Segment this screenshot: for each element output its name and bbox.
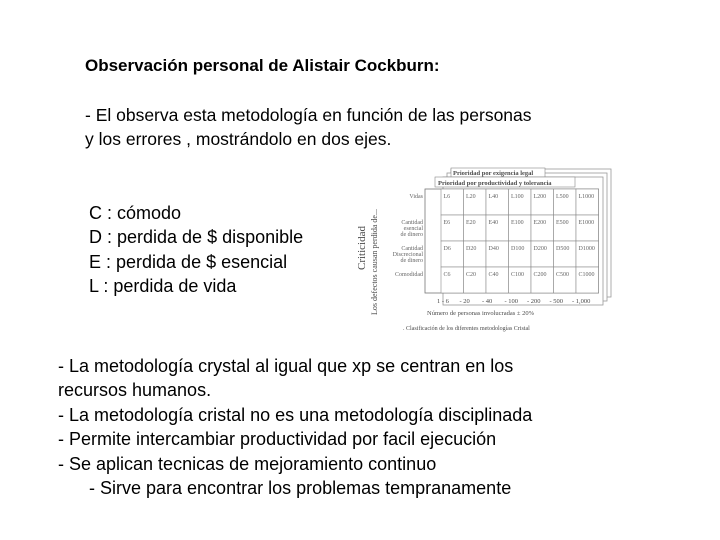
grid-cell	[576, 189, 599, 215]
crystal-grid-svg	[355, 165, 617, 335]
grid-cell	[486, 267, 509, 293]
grid-cell	[464, 267, 487, 293]
grid-cell	[464, 215, 487, 241]
grid-cell-value: E40	[488, 220, 499, 226]
grid-cell	[509, 241, 532, 267]
figure-caption: . Clasificación de los diferentes metodologías Cristal	[403, 326, 530, 332]
grid-cell-value: C1000	[578, 272, 595, 278]
grid-cell	[464, 189, 487, 215]
bullet-item: - Sirve para encontrar los problemas tempranamente	[89, 478, 512, 499]
grid-cell	[531, 241, 554, 267]
grid-cell-value: D500	[556, 246, 570, 252]
intro-line: y los errores , mostrándolo en dos ejes.	[85, 129, 392, 149]
intro-line: - El observa esta metodología en función de las personas	[85, 105, 532, 125]
grid-cell-value: L1000	[578, 194, 595, 200]
grid-cell-value: L6	[443, 194, 451, 200]
grid-cell	[486, 241, 509, 267]
grid-cell	[509, 189, 532, 215]
grid-cell-value: C100	[511, 272, 525, 278]
grid-cell	[531, 267, 554, 293]
grid-cell	[464, 241, 487, 267]
criticality-grid	[393, 189, 599, 293]
grid-cell-value: L40	[488, 194, 499, 200]
grid-cell-value: L200	[533, 194, 547, 200]
x-tick-label: - 1,000	[572, 298, 591, 305]
crystal-classification-figure	[355, 165, 617, 335]
grid-cell	[576, 267, 599, 293]
grid-cell-value: C200	[533, 272, 547, 278]
x-tick-label: 1 - 6	[437, 298, 449, 305]
row-label: Vidas	[409, 194, 423, 200]
grid-cell	[441, 189, 464, 215]
grid-cell	[531, 189, 554, 215]
grid-cell	[576, 215, 599, 241]
grid-cell	[486, 215, 509, 241]
grid-cell-value: C40	[488, 272, 499, 278]
grid-cell	[509, 267, 532, 293]
grid-cell-value: L20	[466, 194, 476, 200]
grid-cell	[509, 215, 532, 241]
grid-cell-value: D20	[466, 246, 477, 252]
grid-cell-value: D6	[443, 246, 451, 252]
legend-item-dinero-esencial: E : perdida de $ esencial	[89, 251, 288, 272]
slide-title: Observación personal de Alistair Cockburn:	[85, 56, 440, 75]
grid-cell	[554, 215, 577, 241]
grid-cell	[554, 241, 577, 267]
grid-cell-value: L100	[511, 194, 524, 200]
grid-cell	[554, 267, 577, 293]
grid-cell	[531, 215, 554, 241]
bullet-item: - La metodología cristal no es una metodología disciplinada	[58, 404, 533, 425]
grid-cell-value: D200	[533, 246, 547, 252]
x-tick-label: - 500	[549, 298, 564, 305]
grid-cell-value: E100	[511, 220, 524, 226]
grid-cell-value: D1000	[578, 246, 595, 252]
x-tick-label: - 40	[482, 298, 493, 305]
y-axis-outer-label: Los defectos causan perdida de...	[370, 209, 379, 315]
grid-cell-value: D40	[488, 246, 499, 252]
legend-list	[89, 201, 303, 298]
grid-cell	[441, 215, 464, 241]
grid-cell-value: L500	[556, 194, 569, 200]
grid-cell	[441, 241, 464, 267]
grid-cell-value: C20	[466, 272, 477, 278]
bullet-list	[58, 354, 532, 500]
grid-cell-value: E200	[533, 220, 547, 226]
grid-cell-value: E1000	[578, 220, 595, 226]
legend-item-comodo: C : cómodo	[89, 203, 182, 223]
legend-item-dinero-disponible: D : perdida de $ disponible	[89, 227, 304, 248]
header-bottom-text: Prioridad por productividad y tolerancia	[438, 180, 552, 187]
grid-cell-value: E20	[466, 220, 476, 226]
grid-cell	[441, 267, 464, 293]
bullet-item: - La metodología crystal al igual que xp se centran en los	[58, 356, 514, 376]
grid-cell-value: C500	[556, 272, 570, 278]
x-tick-label: - 20	[459, 298, 470, 305]
row-label: Cantidad Discrecional de dinero	[392, 246, 423, 264]
x-tick-label: - 100	[504, 298, 519, 305]
y-axis-criticidad-label: Criticidad	[356, 226, 368, 270]
grid-cell-value: E6	[443, 220, 451, 226]
grid-cell	[486, 189, 509, 215]
bullet-item: - Se aplican tecnicas de mejoramiento continuo	[58, 453, 437, 474]
x-tick-label: - 200	[527, 298, 541, 305]
bullet-item: recursos humanos.	[58, 380, 212, 401]
grid-cell	[576, 241, 599, 267]
grid-cell-value: D100	[511, 246, 525, 252]
intro-text	[85, 103, 532, 151]
header-top-text: Prioridad por exigencia legal	[453, 170, 534, 177]
row-label: Comodidad	[395, 272, 423, 278]
legend-item-vida: L : perdida de vida	[89, 275, 237, 296]
x-axis-label: Número de personas involucradas ± 20%	[427, 310, 534, 317]
grid-cell	[554, 189, 577, 215]
grid-cell-value: E500	[556, 220, 569, 226]
grid-cell-value: C6	[443, 272, 451, 278]
row-label: Cantidad esencial de dinero	[400, 220, 423, 238]
bullet-item: - Permite intercambiar productividad por facil ejecución	[58, 429, 497, 450]
